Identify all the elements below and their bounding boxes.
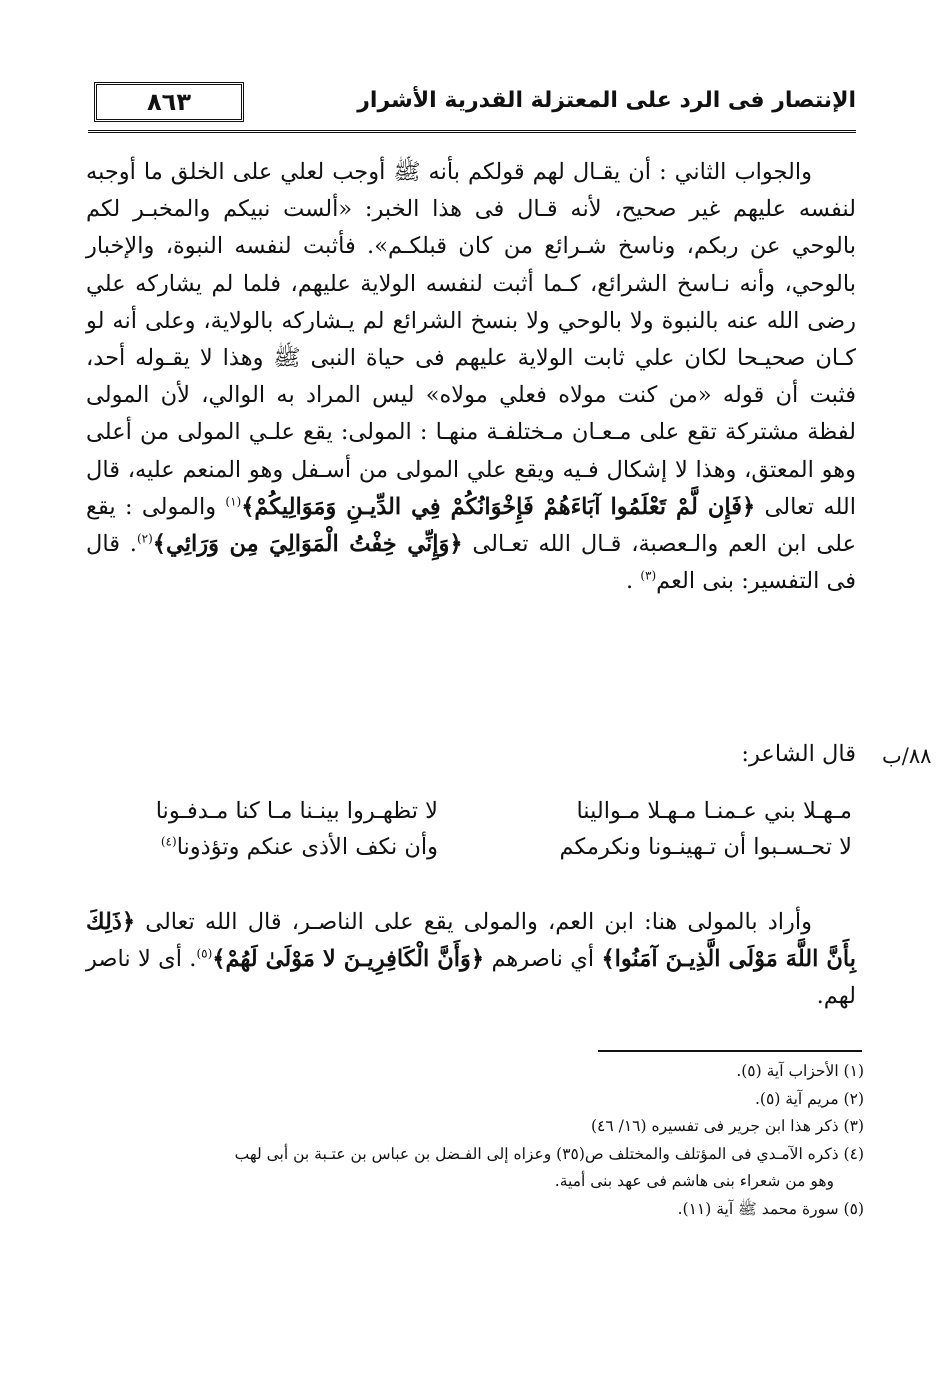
quran-verse-3: ﴿ذَلِكَ بِأَنَّ اللَّهَ مَوْلَى الَّذِيـنَ آمَنُوا﴾ — [86, 909, 857, 973]
verse-line — [82, 834, 852, 870]
footnote-ref-2: (٢) — [136, 531, 153, 546]
footnote-ref-5: (٥) — [196, 946, 213, 961]
paragraph-2-text: وأراد بالمولى هنا: ابن العم، والمولى يقع على الناصـر، قال الله تعالى — [145, 909, 812, 935]
paragraph-1 — [86, 154, 856, 600]
footnote-1: (١) الأحزاب آية (٥). — [736, 1062, 864, 1080]
paragraph-1-text: والجواب الثاني : أن يقـال لهم قولكم بأنه ﷺ أوجب لعلي على الخلق ما أوجبه لنفسه عليهم غير صحيح، لأنه قـال فى هذا الخبر: «ألست نبيكم والمخبـر لكم بالوحي عن ربكم، وناسخ شـرائع من كان قبلكـم». فأثبت لنفسه النبوة، والإخبار بالوحي، وأنه نـاسخ الشرائع، كـما أثبت لنفسه الولاية عليهم، فلما لم يشاركه علي رضى الله عنه بالنبوة ولا بالوحي ولا بنسخ الشرائع لم يـشاركه بالولاية، وعلى أنه لو كـان صحيـحا لكان علي ثابت الولاية عليهم فى حياة النبى ﷺ وهذا لا يقـوله أحد، فثبت أن قوله «من كنت مولاه فعلي مولاه» ليس المراد به الوالي، لأن المولى لفظة مشتركة تقع على مـعـان مـختلفـة منهـا : المولى: يقع علـي المولى من أعلى وهو المعتق، وهذا لا إشكال فـيه ويقع علي المولى من أسـفل وهو المنعم عليه، قال الله تعالى — [86, 159, 857, 520]
footnote-5: (٥) سورة محمد ﷺ آية (١١). — [677, 1199, 864, 1218]
paragraph-2-cont: أي ناصرهم — [491, 946, 595, 973]
footnote-ref-4: (٤) — [160, 834, 177, 849]
paragraph-2-end: . أى لا ناصر لهم. — [86, 946, 856, 1010]
paragraph-1-cont: والمولى : يقع على ابن العم والـعصبة، قـال الله تعـالى — [86, 493, 856, 558]
verse-hemistich-text: وأن نكف الأذى عنكم وتؤذونا — [176, 834, 438, 860]
poem — [82, 798, 852, 870]
verse-line — [82, 798, 852, 834]
footnote-separator — [598, 1050, 862, 1052]
footnote-4: (٤) ذكره الآمـدي فى المؤتلف والمختلف ص(٣٥) وعزاه إلى الفـضل بن عباس بن عتـبة بن أبى لهب — [234, 1144, 864, 1163]
verse-hemistich-second — [161, 834, 438, 860]
main-text-2 — [86, 904, 856, 1016]
quran-verse-4: ﴿وَأَنَّ الْكَافِرِيـنَ لا مَوْلَىٰ لَهُمْ﴾ — [212, 946, 485, 973]
verse-hemistich-first: لا تحـسـبوا أن تـهينـونا ونكرمكم — [559, 834, 852, 860]
quran-verse-2: ﴿وَإِنِّي خِفْتُ الْمَوَالِيَ مِن وَرَائِي﴾ — [152, 531, 463, 558]
paragraph-2 — [86, 904, 856, 1016]
footnote-ref-1: (١) — [225, 494, 242, 509]
verse-hemistich-second: لا تظهـروا بينـنا مـا كنا مـدفـونا — [155, 798, 438, 824]
verse-hemistich-first: مـهـلا بني عـمنـا مـهـلا مـوالينا — [576, 798, 852, 824]
header-rule — [88, 130, 856, 133]
paragraph-1-end: . — [626, 568, 641, 595]
quran-verse-1: ﴿فَإِن لَّمْ تَعْلَمُوا آبَاءَهُمْ فَإِخْوَانُكُمْ فِي الدِّيـنِ وَمَوَالِيكُمْ﴾ — [241, 493, 756, 520]
manuscript-folio-note: ٨٨/ب — [882, 744, 932, 768]
running-title: الإنتصار فى الرد على المعتزلة القدرية الأشرار — [357, 88, 856, 113]
footnote-4-cont — [86, 1168, 864, 1196]
footnote-4-cont-text: وهو من شعراء بنى هاشم فى عهد بنى أمية. — [554, 1172, 834, 1190]
page-header — [88, 82, 856, 140]
poet-intro: قال الشاعر: — [741, 741, 856, 767]
footnotes — [86, 1058, 864, 1223]
footnote-2: (٢) مريم آية (٥). — [755, 1089, 864, 1108]
main-text — [86, 154, 856, 600]
page-number: ٨٦٣ — [94, 82, 244, 122]
footnote-ref-3: (٣) — [640, 568, 657, 583]
footnote-3: (٣) ذكر هذا ابن جرير فى تفسيره (١٦/ ٤٦) — [590, 1117, 864, 1135]
paragraph-1-cont-2: . قال فى التفسير: بنى العم — [86, 531, 856, 595]
